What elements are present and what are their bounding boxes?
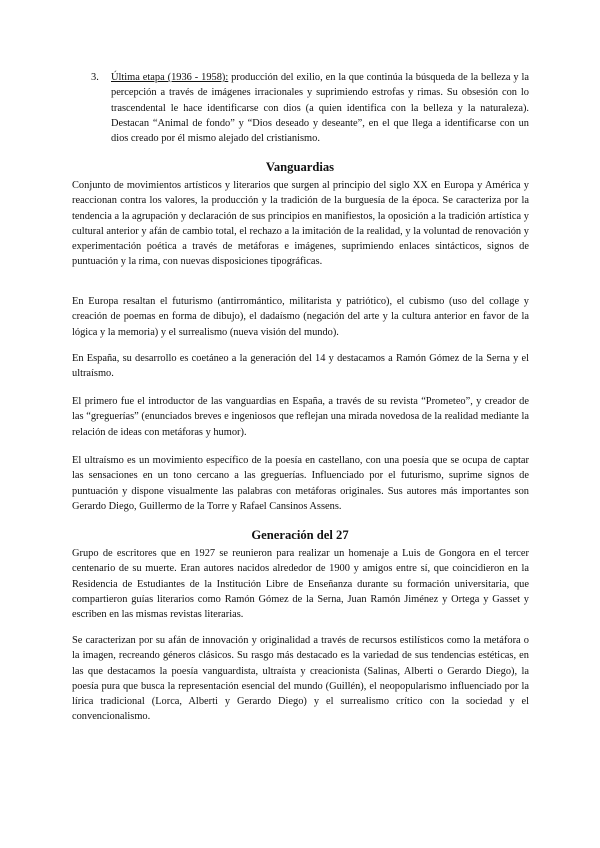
generacion27-heading: Generación del 27: [251, 528, 349, 542]
vanguardias-paragraph-2: En Europa resaltan el futurismo (antirromántico, militarista y patriótico), el cubismo (uso del collage y creación de poemas en forma de dibujo), el dadaísmo (negación del arte y la cultura anterior en favor de la lógica y la memoria) y el surrealismo (nueva visión del mundo).: [72, 296, 529, 338]
vanguardias-paragraph-1: Conjunto de movimientos artísticos y literarios que surgen al principio del siglo XX en Europa y América y reaccionan contra los valores, la producción y la tradición de la burguesía de la época. Se caracteriza por la tendencia a la agrupación y declaración de sus principios en manifiestos, la oposición a la tradición artística y cultural anterior y afán de cambio total, el rechazo a la imitación de la realidad, y la voluntad de renovación y experimentación poética a través de metáforas e imágenes, suprimiendo enlaces sintácticos, signos de puntuación y la rima, con nuevas disposiciones tipográficas.: [72, 180, 529, 268]
generacion27-paragraph-1: Grupo de escritores que en 1927 se reunieron para realizar un homenaje a Luis de Gongora en el tercer centenario de su muerte. Eran autores nacidos alrededor de 1900 y amigos entre sí, que coincidieron en la Residencia de Estudiantes de la Institución Libre de Enseñanza durante su formación universitaria, que compartieron guías literarios como Ramón Gómez de la Serna, Juan Ramón Jiménez y Ortega y Gasset y escriben en las mismas revistas literarias.: [72, 548, 529, 621]
vanguardias-paragraph-4: El primero fue el introductor de las vanguardias en España, a través de su revista “Prometeo”, y creador de las “greguerías” (enunciados breves e ingeniosos que reflejan una mirada novedosa de la realidad mediante la relación de ideas con metáforas y humor).: [72, 396, 529, 438]
vanguardias-paragraph-3: En España, su desarrollo es coetáneo a la generación del 14 y destacamos a Ramón Gómez de la Serna y el ultraísmo.: [72, 353, 529, 380]
list-number: 3.: [91, 72, 99, 83]
list-item-text: producción del exilio, en la que continúa la búsqueda de la belleza y la percepción a través de imágenes irracionales y suprimiendo estrofas y rimas. Su obsesión con lo trascendental le hace identificarse con dios (a quien identifica con la belleza y la naturaleza). Destacan “Animal de fondo” y “Dios deseado y deseante”, en el que llega a identificarse con un dios creado por él mismo alejado del cristianismo.: [111, 72, 529, 145]
generacion27-paragraph-2: Se caracterizan por su afán de innovación y originalidad a través de recursos estilísticos como la metáfora o la imagen, recreando géneros clásicos. Su rasgo más destacado es la variedad de sus tendencias estéticas, en las que destacamos la poesía vanguardista, ultraísta y creacionista (Salinas, Alberti o Gerardo Diego), la poesía pura que busca la representación esencial del mundo (Guillén), el neopopularismo influenciado por la lírica tradicional (Lorca, Alberti y Gerardo Diego) y el surrealismo crítico con la sociedad y el convencionalismo.: [72, 635, 529, 723]
vanguardias-paragraph-5: El ultraísmo es un movimiento específico de la poesía en castellano, con una poesía que se ocupa de captar las sensaciones en un tono cercano a las greguerías. Influenciado por el futurismo, suprime signos de puntuación y dispone visualmente las palabras con metáforas originales. Sus autores más importantes son Gerardo Diego, Guillermo de la Torre y Rafael Cansinos Assens.: [72, 455, 529, 512]
vanguardias-heading: Vanguardias: [265, 160, 335, 174]
list-item-3: [91, 70, 529, 146]
list-item-title: Última etapa (1936 - 1958):: [111, 72, 229, 83]
list-item-body: [111, 70, 529, 146]
